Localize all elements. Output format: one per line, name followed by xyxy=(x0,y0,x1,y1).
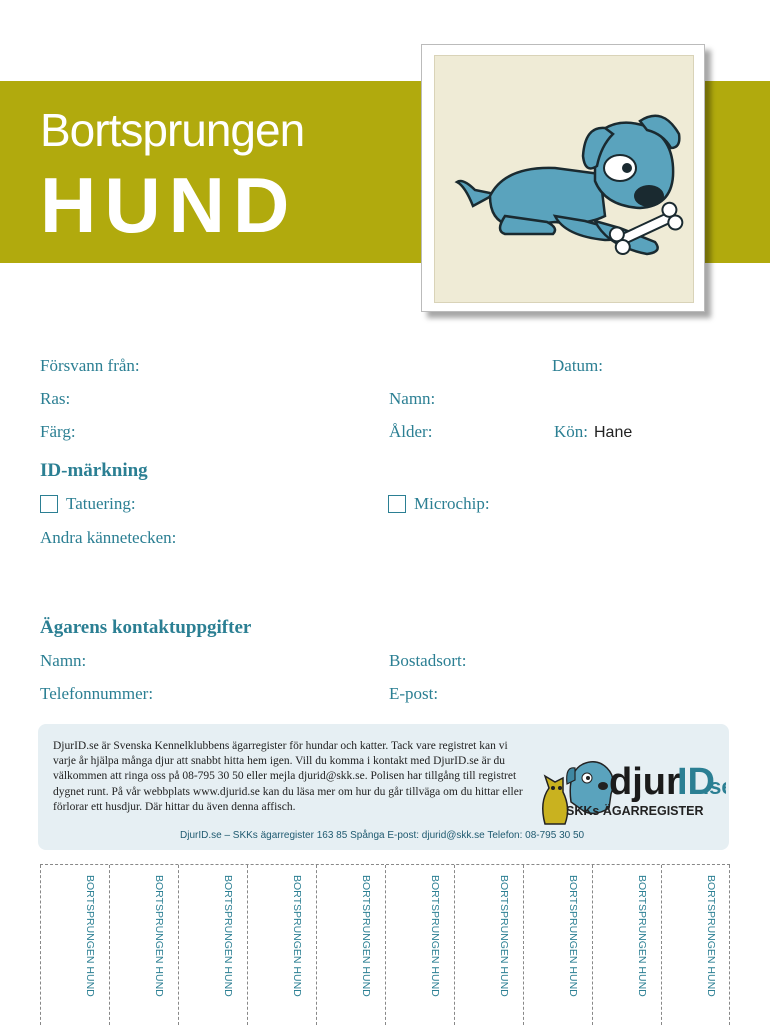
owner-email-label: E-post: xyxy=(389,684,439,703)
owner-heading: Ägarens kontaktuppgifter xyxy=(40,617,252,638)
logo-text-se: .s xyxy=(703,774,722,799)
logo-tagline: SKKs ÄGARREGISTER xyxy=(566,804,704,818)
tear-off-tab[interactable] xyxy=(178,865,247,1025)
tab-label: BORTSPRUNGEN HUND xyxy=(705,875,717,997)
tab-label: BORTSPRUNGEN HUND xyxy=(498,875,510,997)
logo-text-id: ID xyxy=(677,761,715,803)
color-label: Färg: xyxy=(40,422,76,441)
tear-off-tab[interactable] xyxy=(40,865,109,1025)
breed-label: Ras: xyxy=(40,389,71,408)
owner-name-label: Namn: xyxy=(40,651,87,670)
tab-label: BORTSPRUNGEN HUND xyxy=(291,875,303,997)
dog-name-label: Namn: xyxy=(389,389,436,408)
tab-label: BORTSPRUNGEN HUND xyxy=(429,875,441,997)
tab-label: BORTSPRUNGEN HUND xyxy=(84,875,96,997)
tab-label: BORTSPRUNGEN HUND xyxy=(222,875,234,997)
missing-from-label: Försvann från: xyxy=(40,356,140,375)
tattoo-checkbox[interactable] xyxy=(40,495,58,513)
dog-icon xyxy=(435,56,693,302)
owner-phone-label: Telefonnummer: xyxy=(40,684,154,703)
tear-off-tabs xyxy=(40,864,730,1025)
tab-label: BORTSPRUNGEN HUND xyxy=(360,875,372,997)
owner-city-label: Bostadsort: xyxy=(389,651,467,670)
logo-text-main: djur xyxy=(609,761,681,803)
sex-field[interactable] xyxy=(554,422,632,442)
tear-off-tab[interactable] xyxy=(661,865,730,1025)
tear-off-tab[interactable] xyxy=(109,865,178,1025)
tear-off-tab[interactable] xyxy=(316,865,385,1025)
photo-frame xyxy=(421,44,705,312)
date-label: Datum: xyxy=(552,356,603,375)
microchip-label: Microchip: xyxy=(414,494,490,513)
info-text: DjurID.se är Svenska Kennelklubbens ägarregister för hundar och katter. Tack vare registret kan vi varje år hjälpa många djur att snabbt hitta hem igen. Vill du komma i kontakt med DjurID.se är du välkommen att ringa oss på 08-795 30 50 eller mejla djurid@skk.se. Polisen har tillgång till registret dygnet runt. På vår webbplats www.djurid.se kan du läsa mer om hur du går tillväga om du hittar eller förlorar ett husdjur. Där hittar du även denna affisch. xyxy=(53,740,523,813)
tattoo-label: Tatuering: xyxy=(66,494,136,513)
tab-label: BORTSPRUNGEN HUND xyxy=(567,875,579,997)
title-line2: HUND xyxy=(40,161,298,249)
tear-off-tab[interactable] xyxy=(247,865,316,1025)
tab-label: BORTSPRUNGEN HUND xyxy=(153,875,165,997)
sex-label: Kön: xyxy=(554,422,588,441)
id-marking-heading: ID-märkning xyxy=(40,460,148,481)
other-marks-label: Andra kännetecken: xyxy=(40,528,177,547)
tear-off-tab[interactable] xyxy=(454,865,523,1025)
microchip-checkbox[interactable] xyxy=(388,495,406,513)
info-box xyxy=(38,724,729,850)
tear-off-tab[interactable] xyxy=(385,865,454,1025)
info-footer: DjurID.se – SKKs ägarregister 163 85 Spånga E-post: djurid@skk.se Telefon: 08-795 30 50 xyxy=(180,830,585,841)
age-label: Ålder: xyxy=(389,422,433,441)
sex-value[interactable]: Hane xyxy=(594,424,633,441)
tab-label: BORTSPRUNGEN HUND xyxy=(636,875,648,997)
title-line1: Bortsprungen xyxy=(40,104,305,156)
tear-off-tab[interactable] xyxy=(523,865,592,1025)
dog-illustration xyxy=(434,55,694,303)
tear-off-tab[interactable] xyxy=(592,865,661,1025)
